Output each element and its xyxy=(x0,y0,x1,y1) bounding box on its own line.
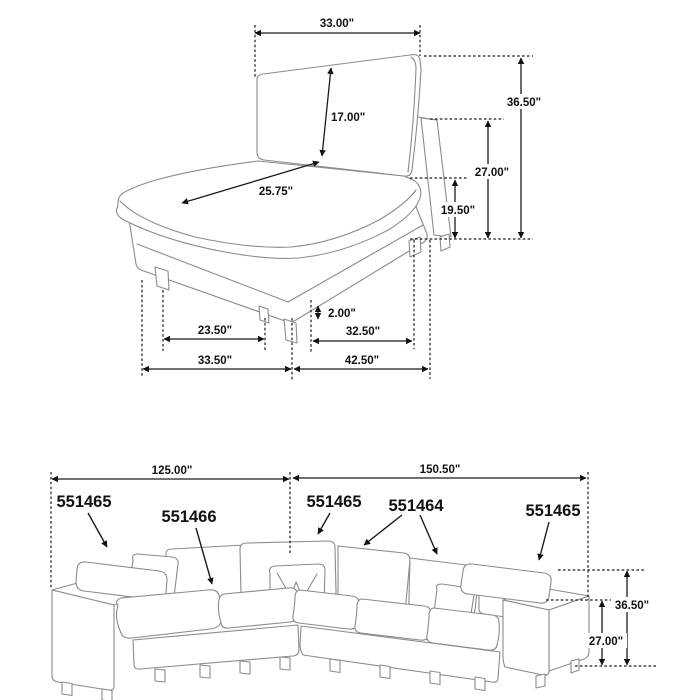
dim-label-top-width: 33.00" xyxy=(319,18,355,30)
chair-leg xyxy=(259,306,269,323)
dim-label-left-length: 125.00" xyxy=(151,465,193,477)
dim-label-depth-inner: 32.50" xyxy=(345,326,381,338)
dim-label-sofa-arm-height: 27.00" xyxy=(588,636,624,648)
sku-leader-line xyxy=(539,522,549,560)
sofa-leg xyxy=(330,659,340,673)
chair-leg xyxy=(284,319,297,343)
armless-chair-diagram xyxy=(116,18,544,380)
sofa-leg xyxy=(430,671,440,685)
sku-leader-line xyxy=(364,515,402,545)
dim-label-leg-height: 2.00" xyxy=(328,308,356,320)
sofa-seat-cushion xyxy=(218,588,299,628)
chair-leg xyxy=(155,267,169,290)
dim-label-back-frame-height: 27.00" xyxy=(474,167,510,179)
sofa-seat-cushion xyxy=(293,590,359,629)
sku-label-left-arm-chair: 551465 xyxy=(56,493,112,511)
sectional-diagram xyxy=(51,464,656,700)
sku-leader-line xyxy=(318,513,330,534)
chair-art xyxy=(116,55,451,343)
chair-leg xyxy=(440,234,450,251)
dim-label-back-cushion: 17.00" xyxy=(331,112,366,124)
dim-label-front-width-inner: 23.50" xyxy=(197,325,233,337)
sofa-right-arm-front xyxy=(503,600,549,675)
sofa-leg xyxy=(62,682,72,696)
sofa-leg xyxy=(380,665,390,679)
sofa-leg xyxy=(240,661,250,674)
sofa-leg xyxy=(280,657,290,670)
sku-leader-line xyxy=(88,513,107,547)
sofa-left-arm-front xyxy=(52,590,114,690)
dim-label-right-length: 150.50" xyxy=(419,464,461,476)
dim-label-overall-height: 36.50" xyxy=(506,97,542,109)
sofa-leg xyxy=(536,674,545,688)
sku-label-armless-chair-pair: 551464 xyxy=(388,497,444,515)
sku-leader-line xyxy=(420,515,437,554)
sofa-seat-cushion xyxy=(355,599,431,640)
dim-label-front-width-outer: 33.50" xyxy=(197,355,233,367)
sofa-leg xyxy=(102,689,112,700)
sofa-seat-cushion xyxy=(117,590,223,638)
sku-label-armless-chair-left: 551466 xyxy=(161,508,217,526)
sku-label-corner-chair: 551465 xyxy=(306,493,362,511)
dim-label-sofa-overall-height: 36.50" xyxy=(614,600,650,612)
sectional-art xyxy=(52,541,589,700)
sofa-leg xyxy=(155,669,165,682)
sofa-leg xyxy=(200,665,210,678)
dim-label-depth-outer: 42.50" xyxy=(344,355,380,367)
dim-label-seat-height: 19.50" xyxy=(440,205,476,217)
sofa-leg xyxy=(475,677,485,691)
sku-label-right-arm-chair: 551465 xyxy=(525,502,581,520)
chair-leg xyxy=(409,237,421,257)
dim-label-seat-diagonal: 25.75" xyxy=(258,186,294,198)
